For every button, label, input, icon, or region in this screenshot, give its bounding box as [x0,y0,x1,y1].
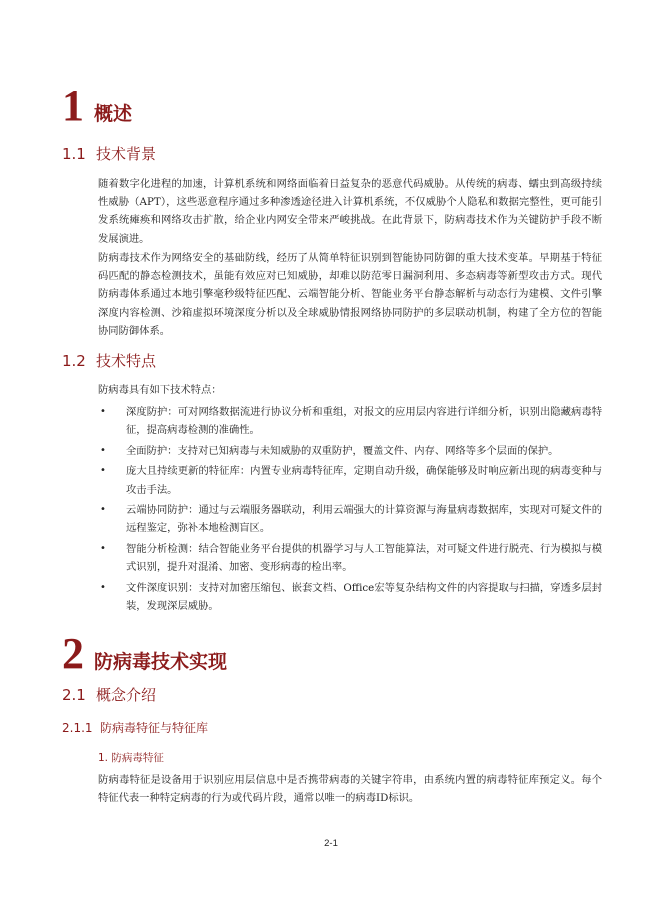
section-heading-2-1 [62,684,156,705]
bullet-icon: • [100,581,106,593]
list-item-text: 智能分析检测：结合智能业务平台提供的机器学习与人工智能算法，对可疑文件进行脱壳、行为模拟与模式识别，提升对混淆、加密、变形病毒的检出率。 [126,542,602,574]
chapter-2-heading [62,629,228,678]
chapter-title: 概述 [94,103,133,125]
chapter-title: 防病毒技术实现 [94,651,228,673]
section-number: 2.1 [62,686,86,704]
subsection-title: 防病毒特征与特征库 [100,721,209,735]
feature-list [98,403,602,618]
chapter-1-heading [62,81,133,130]
list-item [98,501,602,537]
list-item [98,462,602,498]
bullet-icon: • [100,542,106,554]
paragraph: 防病毒技术作为网络安全的基础防线，经历了从简单特征识别到智能协同防御的重大技术变革。早期基于特征码匹配的静态检测技术，虽能有效应对已知威胁，却难以防范零日漏洞利用、多态病毒等新型攻击方式。现代防病毒体系通过本地引擎毫秒级特征匹配、云端智能分析、智能业务平台静态解析与动态行为建模、文件引擎深度内容检测、沙箱虚拟环境深度分析以及全球威胁情报网络协同防护的多层联动机制，构建了全方位的智能协同防御体系。 [98,252,602,337]
bullet-icon: • [100,504,106,516]
chapter-number: 2 [62,629,84,678]
bullet-icon: • [100,465,106,477]
list-item-text: 文件深度识别：支持对加密压缩包、嵌套文档、Office宏等复杂结构文件的内容提取与扫描，穿透多层封装，发现深层威胁。 [126,581,602,612]
section-title: 技术特点 [96,352,157,370]
paragraph: 随着数字化进程的加速，计算机系统和网络面临着日益复杂的恶意代码威胁。从传统的病毒、蠕虫到高级持续性威胁（APT），这些恶意程序通过多种渗透途径进入计算机系统，不仅威胁个人隐私和数据完整性，更可能引发系统瘫痪和网络攻击扩散，给企业内网安全带来严峻挑战。在此背景下，防病毒技术作为关键防护手段不断发展演进。 [98,178,602,245]
list-item [98,403,602,439]
chapter-number: 1 [62,81,84,130]
list-item-text: 庞大且持续更新的特征库：内置专业病毒特征库，定期自动升级，确保能够及时响应新出现的病毒变种与攻击手法。 [126,465,602,496]
section-heading-1-1 [62,143,156,164]
subsection-number: 2.1.1 [62,721,93,735]
section-number: 1.2 [62,352,86,370]
bullet-icon: • [100,444,106,456]
section-title: 概念介绍 [96,686,157,704]
sub-heading: 1. 防病毒特征 [98,752,164,764]
list-item [98,579,602,615]
list-item [98,442,602,460]
section-number: 1.1 [62,145,86,163]
section-title: 技术背景 [96,145,157,163]
list-item [98,540,602,576]
list-item-text: 深度防护：可对网络数据流进行协议分析和重组，对报文的应用层内容进行详细分析，识别出隐藏病毒特征，提高病毒检测的准确性。 [126,406,602,437]
list-item-text: 云端协同防护：通过与云端服务器联动，利用云端强大的计算资源与海量病毒数据库，实现对可疑文件的远程鉴定，弥补本地检测盲区。 [126,504,602,535]
paragraph: 防病毒特征是设备用于识别应用层信息中是否携带病毒的关键字符串，由系统内置的病毒特征库预定义。每个特征代表一种特定病毒的行为或代码片段，通常以唯一的病毒ID标识。 [98,774,602,805]
bullet-icon: • [100,406,106,417]
subsection-heading-2-1-1 [62,719,208,736]
section-heading-1-2 [62,350,156,371]
paragraph: 防病毒具有如下技术特点： [98,384,222,396]
page-number: 2-1 [324,838,338,849]
list-item-text: 全面防护：支持对已知病毒与未知威胁的双重防护，覆盖文件、内存、网络等多个层面的保护。 [126,444,559,457]
